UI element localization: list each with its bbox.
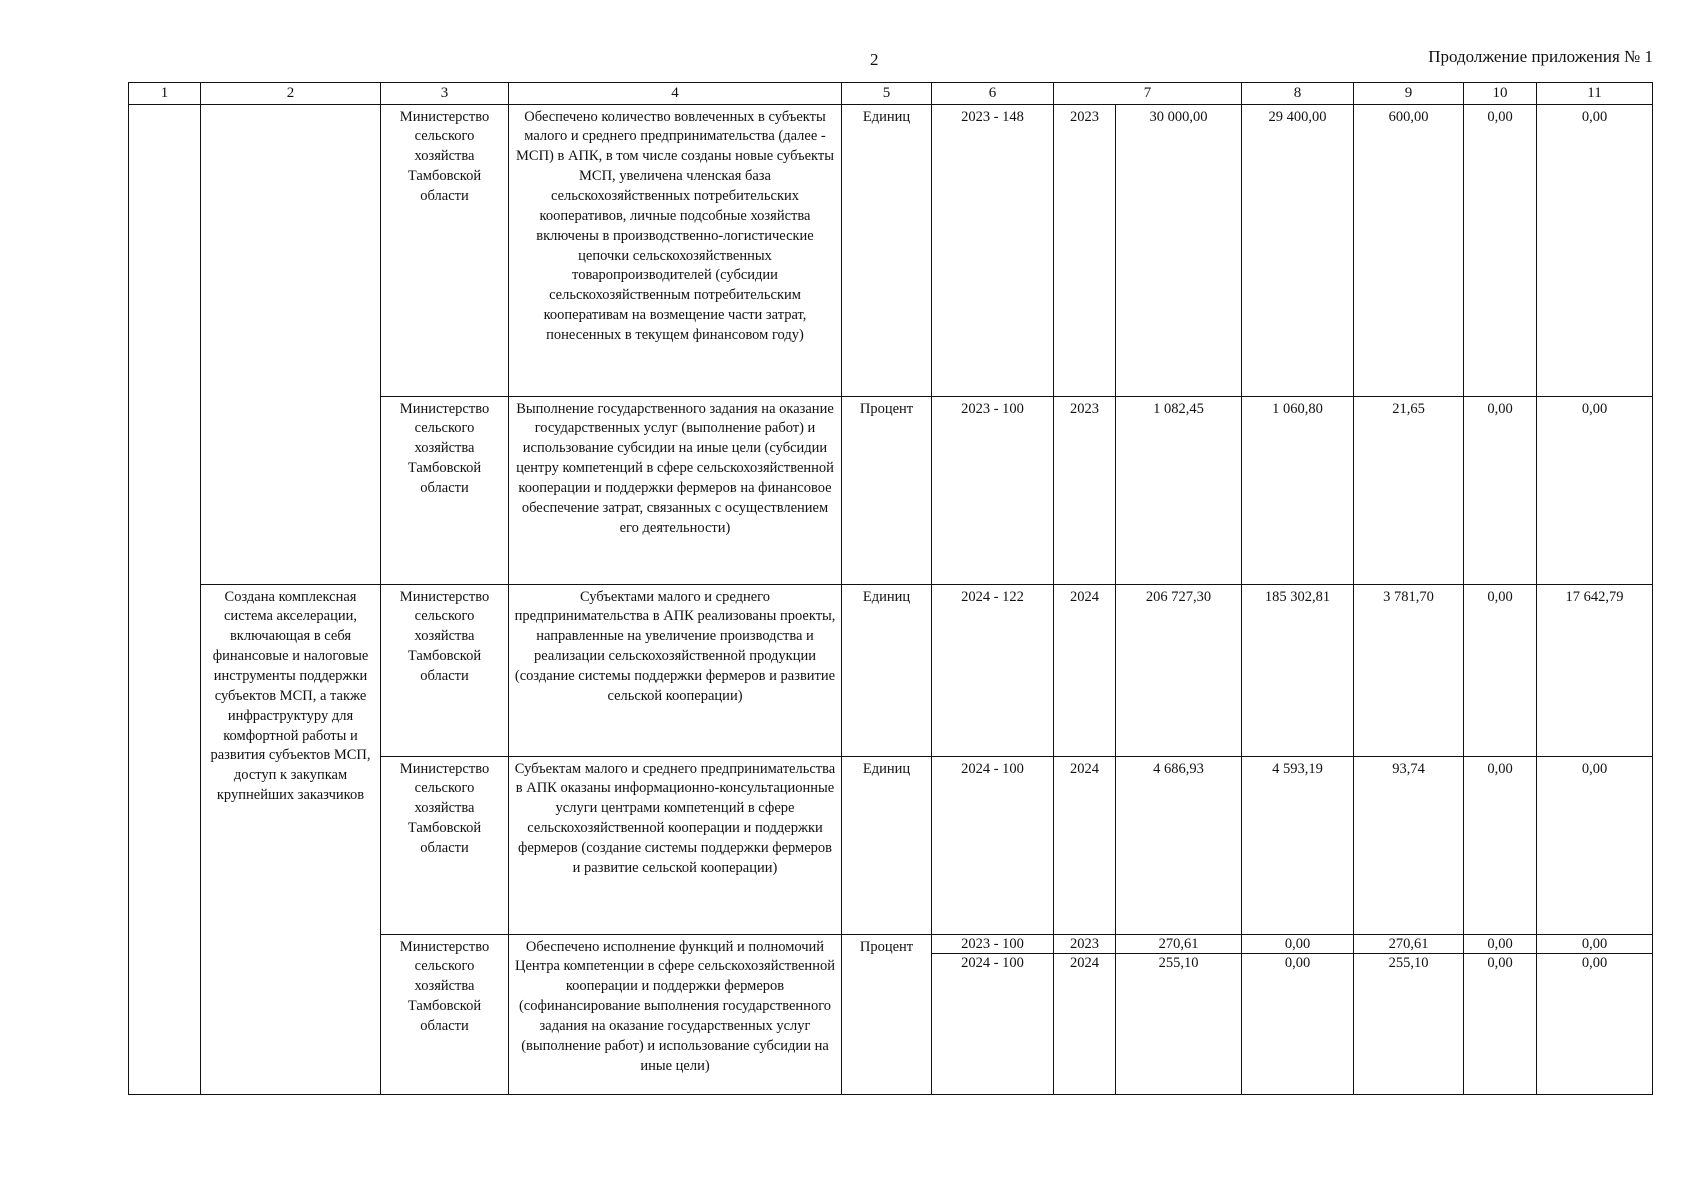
ministry-cell: Министерство сельского хозяйства Тамбовской области [381,396,509,584]
header-col-9: 9 [1354,83,1464,105]
header-row [129,83,1653,105]
table-row [129,104,1653,396]
col8-line-1: 0,00 [1242,935,1353,954]
unit-cell: Единиц [842,756,932,934]
result-cell: Выполнение государственного задания на оказание государственных услуг (выполнение работ) и использование субсидии на иные цели (субсидии центру компетенций в сфере сельскохозяйственной кооперации и поддержки фермеров на финансовое обеспечение затрат, связанных с осуществлением его деятельности) [509,396,842,584]
year-cell [1054,934,1116,1094]
year-line-2: 2024 [1070,954,1099,971]
col2-empty-cell [201,104,381,584]
col9-cell: 21,65 [1354,396,1464,584]
col10-line-1: 0,00 [1464,935,1536,954]
col8-line-2: 0,00 [1284,954,1311,971]
target-cell: 2023 - 100 [932,396,1054,584]
header-col-5: 5 [842,83,932,105]
result-cell: Субъектами малого и среднего предпринимательства в АПК реализованы проекты, направленные на увеличение производства и реализации сельскохозяйственной продукции (создание системы поддержки фермеров и развитие сельской кооперации) [509,584,842,756]
col9-line-2: 255,10 [1388,954,1429,971]
col2-group-cell: Создана комплексная система акселерации, включающая в себя финансовые и налоговые инструменты поддержки субъектов МСП, а также инфраструктуру для комфортной работы и развития субъектов МСП, доступ к закупкам крупнейших заказчиков [201,584,381,1094]
target-cell [932,934,1054,1094]
col11-cell [1537,934,1653,1094]
col8-cell: 1 060,80 [1242,396,1354,584]
header-col-1: 1 [129,83,201,105]
col11-cell: 17 642,79 [1537,584,1653,756]
col11-cell: 0,00 [1537,104,1653,396]
table-row [129,584,1653,756]
ministry-cell: Министерство сельского хозяйства Тамбовской области [381,584,509,756]
appendix-continuation: Продолжение приложения № 1 [1428,47,1653,66]
col10-cell: 0,00 [1464,584,1537,756]
header-col-11: 11 [1537,83,1653,105]
total-line-1: 270,61 [1116,935,1241,954]
result-cell: Обеспечено исполнение функций и полномочий Центра компетенции в сфере сельскохозяйственной кооперации и поддержки фермеров (софинансирование выполнения государственного задания на оказание государственных услуг (выполнение работ) и использование субсидии на иные цели) [509,934,842,1094]
col11-cell: 0,00 [1537,396,1653,584]
target-cell: 2023 - 148 [932,104,1054,396]
year-cell: 2024 [1054,584,1116,756]
total-cell: 30 000,00 [1116,104,1242,396]
col9-line-1: 270,61 [1354,935,1463,954]
result-cell: Обеспечено количество вовлеченных в субъекты малого и среднего предпринимательства (далее - МСП) в АПК, в том числе созданы новые субъекты МСП, увеличена членская база сельскохозяйственных потребительских кооперативов, личные подсобные хозяйства включены в производственно-логистические цепочки сельскохозяйственных товаропроизводителей (субсидии сельскохозяйственным потребительским кооперативам на возмещение части затрат, понесенных в текущем финансовом году) [509,104,842,396]
total-cell: 1 082,45 [1116,396,1242,584]
col9-cell: 3 781,70 [1354,584,1464,756]
col8-cell: 4 593,19 [1242,756,1354,934]
unit-cell: Единиц [842,104,932,396]
header-col-8: 8 [1242,83,1354,105]
unit-cell: Единиц [842,584,932,756]
ministry-cell: Министерство сельского хозяйства Тамбовской области [381,756,509,934]
target-line-2: 2024 - 100 [961,954,1024,971]
header-col-6: 6 [932,83,1054,105]
appendix-table [128,82,1653,1095]
col9-cell: 93,74 [1354,756,1464,934]
result-cell: Субъектам малого и среднего предпринимательства в АПК оказаны информационно-консультационные услуги центрами компетенций в сфере сельскохозяйственной кооперации и поддержки фермеров (создание системы поддержки фермеров и развитие сельской кооперации) [509,756,842,934]
header-col-7: 7 [1054,83,1242,105]
target-line-1: 2023 - 100 [932,935,1053,954]
header-col-3: 3 [381,83,509,105]
col8-cell [1242,934,1354,1094]
year-cell: 2024 [1054,756,1116,934]
target-cell: 2024 - 122 [932,584,1054,756]
year-cell: 2023 [1054,396,1116,584]
col11-cell: 0,00 [1537,756,1653,934]
header-col-2: 2 [201,83,381,105]
total-cell: 206 727,30 [1116,584,1242,756]
ministry-cell: Министерство сельского хозяйства Тамбовской области [381,104,509,396]
col11-line-2: 0,00 [1581,954,1608,971]
col9-cell: 600,00 [1354,104,1464,396]
header-col-4: 4 [509,83,842,105]
col10-line-2: 0,00 [1487,954,1513,971]
col8-cell: 185 302,81 [1242,584,1354,756]
target-cell: 2024 - 100 [932,756,1054,934]
col10-cell: 0,00 [1464,396,1537,584]
col10-cell [1464,934,1537,1094]
unit-cell: Процент [842,396,932,584]
page-number: 2 [870,50,879,69]
year-line-1: 2023 [1054,935,1115,954]
col1-cell [129,104,201,1094]
col9-cell [1354,934,1464,1094]
col10-cell: 0,00 [1464,104,1537,396]
col8-cell: 29 400,00 [1242,104,1354,396]
col10-cell: 0,00 [1464,756,1537,934]
unit-cell: Процент [842,934,932,1094]
year-cell: 2023 [1054,104,1116,396]
ministry-cell: Министерство сельского хозяйства Тамбовской области [381,934,509,1094]
total-cell: 4 686,93 [1116,756,1242,934]
total-cell [1116,934,1242,1094]
col11-line-1: 0,00 [1537,935,1652,954]
header-col-10: 10 [1464,83,1537,105]
total-line-2: 255,10 [1158,954,1199,971]
